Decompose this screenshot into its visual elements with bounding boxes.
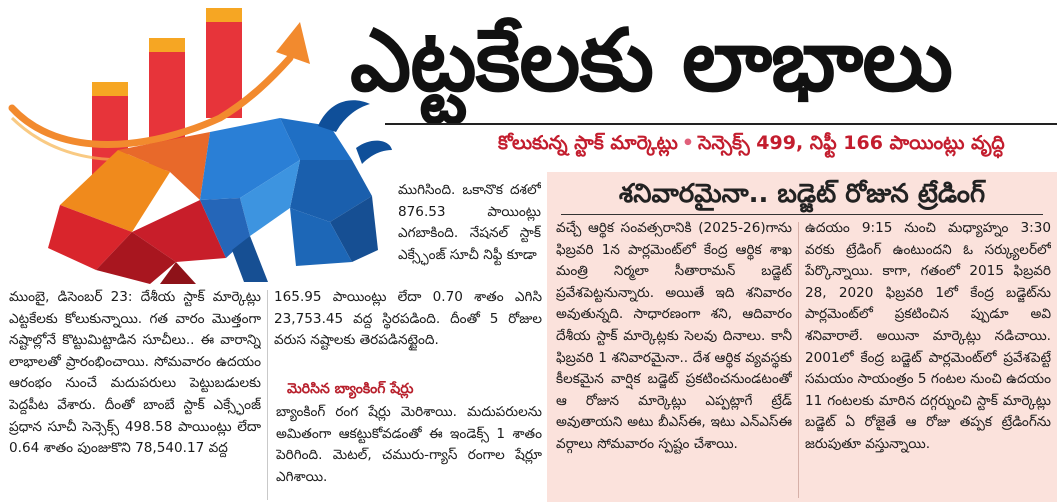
article-text: ముంబై, డిసెంబర్ 23: దేశీయ స్టాక్ మార్కెట్లు ఎట్టకేలకు కోలుకున్నాయి. గత వారం మొత్తంగా నష్టాల్లోనే కొట్టుమిట్టాడిన సూచీలు.. ఈ వారాన్ని లాభాలతో ప్రారంభించాయి. సోమవారం ఉదయం ఆరంభం నుంచే మదుపరులు పెట్టుబడులకు పెద్దపీట వేశారు. దీంతో బాంబే స్టాక్ ఎక్స్ఛేంజ్ ప్రధాన సూచీ సెన్సెక్స్ 498.58 పాయింట్లు లేదా 0.64 శాతం పుంజుకొని 78,540.17 వద్ద bbox=[9, 289, 261, 457]
headline: ఎట్టకేలకు లాభాలు bbox=[350, 11, 952, 111]
article-column-2-bottom bbox=[276, 402, 542, 502]
column-divider bbox=[267, 290, 268, 500]
subheadline-part1: కోలుకున్న స్టాక్ మార్కెట్లు bbox=[498, 132, 678, 154]
subheadline bbox=[498, 126, 1058, 160]
headline-rule bbox=[385, 123, 1057, 125]
article-column-1 bbox=[9, 287, 261, 502]
sidebar-box-column-1 bbox=[556, 218, 792, 502]
sidebar-box-title: శనివారమైనా.. బడ్జెట్ రోజున ట్రేడింగ్ bbox=[618, 179, 986, 209]
section-subheading: మెరిసిన బ్యాంకింగ్ షేర్లు bbox=[287, 381, 414, 397]
sidebar-column-divider bbox=[798, 222, 799, 498]
sidebar-box-rule bbox=[561, 214, 1043, 215]
article-text: 165.95 పాయింట్లు లేదా 0.70 శాతం ఎగిసి 23,753.45 వద్ద స్థిరపడింది. దీంతో 5 రోజుల వరుస నష్టాలకు తెరపడినట్టైంది. bbox=[274, 289, 542, 349]
article-text: ముగిసింది. ఒకానొక దశలో 876.53 పాయింట్లు ఎగబాకింది. నేషనల్ స్టాక్ ఎక్స్ఛేంజ్ సూచీ నిఫ్టీ కూడా bbox=[398, 182, 541, 263]
article-column-2 bbox=[274, 287, 542, 377]
sidebar-box-text: వచ్చే ఆర్థిక సంవత్సరానికి (2025-26)గాను ఫిబ్రవరి 1న పార్లమెంట్‌లో కేంద్ర ఆర్థిక శాఖ మంత్రి నిర్మలా సీతారామన్ బడ్జెట్ ప్రవేశపెట్టనున్నారు. అయితే ఇది శనివారం అవుతున్నది. సాధారణంగా శని, ఆదివారం దేశీయ స్టాక్ మార్కెట్లకు సెలవు దినాలు. కానీ ఫిబ్రవరి 1 శనివారమైనా.. దేశ ఆర్థిక వ్యవస్థకు కీలకమైన వార్షిక బడ్జెట్ ప్రకటించనుండటంతో ఆ రోజున మార్కెట్లు ఎప్పట్లాగే ట్రేడ్ అవుతాయని అటు బీఎస్ఈ, ఇటు ఎన్ఎస్ఈ వర్గాలు సోమవారం స్పష్టం చేశాయి. bbox=[556, 220, 792, 452]
article-text: బ్యాంకింగ్ రంగ షేర్లు మెరిశాయి. మదుపరులను అమితంగా ఆకట్టుకోవడంతో ఈ ఇండెక్స్ 1 శాతం పెరిగింది. మెటల్, చమురు-గ్యాస్ రంగాల షేర్లూ ఎగిశాయి. bbox=[276, 404, 542, 485]
bullet-dot-icon: • bbox=[681, 132, 694, 154]
bull-market-illustration bbox=[0, 0, 400, 285]
sidebar-box-column-2 bbox=[805, 218, 1051, 502]
article-column-2-top bbox=[398, 180, 541, 284]
sidebar-box-text: ఉదయం 9:15 నుంచి మధ్యాహ్నం 3:30 వరకు ట్రేడింగ్ ఉంటుందని ఓ సర్క్యులర్‌లో పేర్కొన్నాయి. కాగా, గతంలో 2015 ఫిబ్రవరి 28, 2020 ఫిబ్రవరి 1లో కేంద్ర బడ్జెట్‌ను పార్లమెంట్‌లో ప్రకటించిన ప్పుడూ అవి శనివారాలే. అయినా మార్కెట్లు నడిచాయి. 2001లో కేంద్ర బడ్జెట్ పార్లమెంట్‌లో ప్రవేశపెట్టే సమయం సాయంత్రం 5 గంటల నుంచి ఉదయం 11 గంటలకు మారిన దగ్గర్నుంచి స్టాక్ మార్కెట్లు బడ్జెట్ ఏ రోజైతే ఆ రోజు తప్పక ట్రేడింగ్‌ను జరుపుతూ వస్తున్నాయి. bbox=[805, 220, 1051, 452]
subheadline-part2: సెన్సెక్స్ 499, నిఫ్టీ 166 పాయింట్లు వృద్ధి bbox=[698, 132, 1005, 154]
